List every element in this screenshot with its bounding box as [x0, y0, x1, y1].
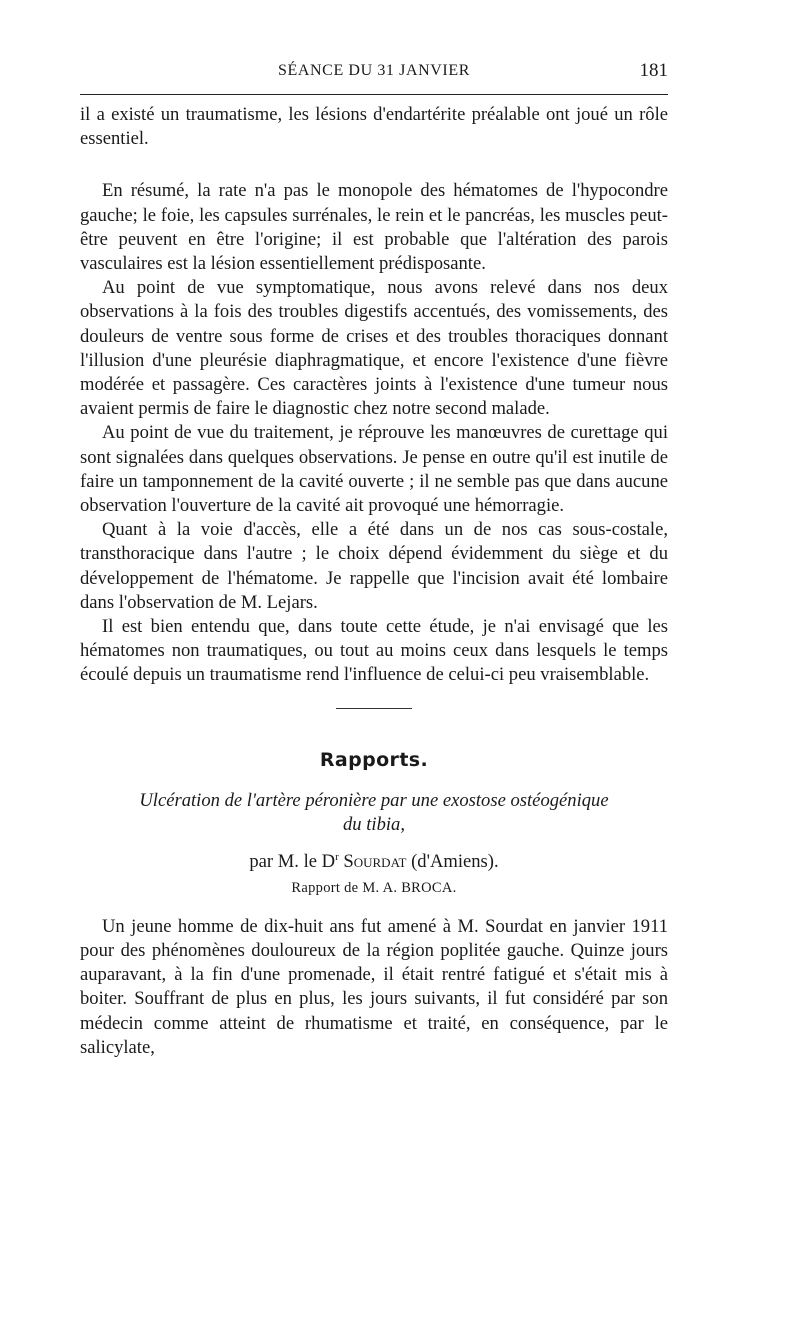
- paragraph-access: Quant à la voie d'accès, elle a été dans un de nos cas sous-costale, transthoracique dans l'autre ; le choix dépend évidemment du siège et du développement de l'hématome. Je rappelle que l'incision avait été lombaire dans l'observation de M. Lejars.: [80, 519, 668, 613]
- paragraph-symptoms: Au point de vue symptomatique, nous avons relevé dans nos deux observations à la fois des troubles digestifs accentués, des vomissements, des douleurs de ventre sous forme de crises et des troubles thoraciques donnant l'illusion d'une pleurésie diaphragmatique, et encore l'existence d'une fièvre modérée et passagère. Ces caractères joints à l'existence d'une tumeur nous avaient permis de faire le diagnostic chez notre second malade.: [80, 277, 668, 420]
- paragraph-treatment: Au point de vue du traitement, je réprouve les manœuvres de curettage qui sont signalées dans quelques observations. Je pense en outre qu'il est inutile de faire un tamponnement de la cavité ouverte ; il ne semble pas que dans aucune observation l'ouverture de la cavité ait provoqué une hémorragie.: [80, 422, 668, 517]
- report-attribution: Rapport de M. A. BROCA.: [291, 879, 457, 896]
- article-title: [80, 789, 668, 837]
- page: [80, 52, 668, 1060]
- paragraph-continued: il a existé un traumatisme, les lésions d'endartérite préalable ont joué un rôle essentiel.: [80, 104, 668, 150]
- byline: [80, 845, 668, 874]
- report-paragraph: Un jeune homme de dix-huit ans fut amené à M. Sourdat en janvier 1911 pour des phénomènes douloureux de la région poplitée gauche. Quinze jours auparavant, à la fin d'une promenade, il était rentré fatigué et s'était mis à boiter. Souffrant de plus en plus, les jours suivants, il fut considéré par son médecin comme atteint de rhumatisme et traité, en conséquence, par le salicylate,: [80, 915, 668, 1058]
- header-rule: [80, 94, 668, 95]
- paragraph-scope: Il est bien entendu que, dans toute cette étude, je n'ai envisagé que les hématomes non traumatiques, ou tout au moins ceux dans lesquels le temps écoulé depuis un traumatisme rend l'influence de celui-ci peu vraisemblable.: [80, 616, 668, 686]
- byline-sup: r: [335, 850, 339, 863]
- running-head: [80, 52, 668, 88]
- article-title-line-2: du tibia,: [343, 813, 405, 835]
- byline-prefix: par M. le D: [249, 850, 336, 872]
- running-title: SÉANCE DU 31 JANVIER: [278, 62, 470, 79]
- article-title-line-1: Ulcération de l'artère péronière par une exostose ostéogénique: [139, 789, 609, 811]
- paragraph-summary: En résumé, la rate n'a pas le monopole des hématomes de l'hypocondre gauche; le foie, les capsules surrénales, le rein et le pancréas, les muscles peut-être peuvent en être l'origine; il est probable que l'altération des parois vasculaires est la lésion essentiellement prédisposante.: [80, 180, 668, 275]
- page-number: 181: [639, 60, 668, 81]
- section-divider: [336, 708, 412, 709]
- author-name: Sourdat: [343, 850, 407, 872]
- section-heading: Rapports.: [319, 748, 429, 771]
- byline-suffix: (d'Amiens).: [406, 850, 499, 872]
